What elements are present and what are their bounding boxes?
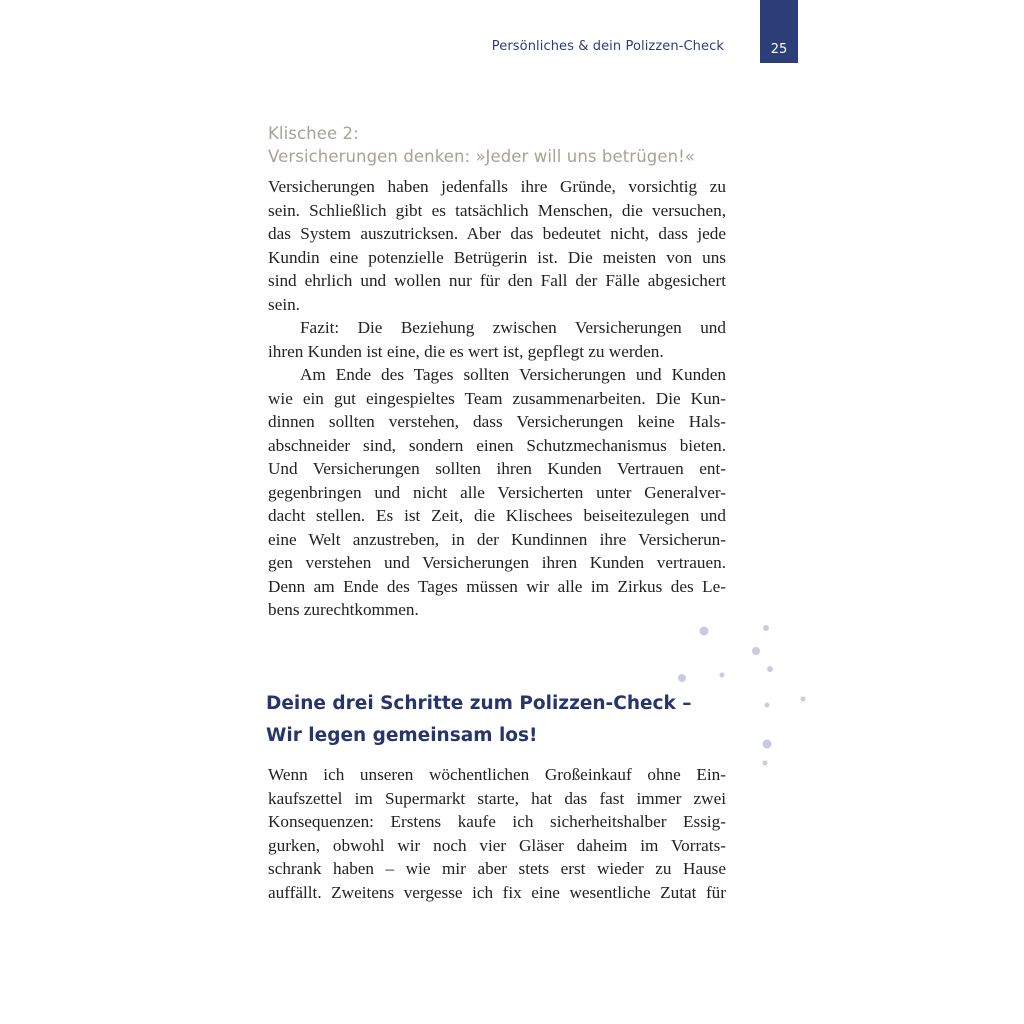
- text-line: Kundin eine potenzielle Betrügerin ist. Die meisten von uns: [268, 247, 726, 267]
- text-line: Fazit: Die Beziehung zwischen Versicherungen und: [300, 318, 726, 337]
- text-line: gegenbringen und nicht alle Versicherten unter Generalver-: [268, 482, 726, 502]
- text-line: dinnen sollten verstehen, dass Versicherungen keine Hals-: [268, 412, 726, 431]
- text-line: Am Ende des Tages sollten Versicherungen und Kunden: [300, 365, 726, 384]
- page-number: 25: [770, 42, 788, 57]
- text-line: bens zurechtkommen.: [268, 600, 419, 619]
- section-heading-line-1: Deine drei Schritte zum Polizzen-Check –: [266, 693, 692, 714]
- subheading-line-2: Versicherungen denken: »Jeder will uns betrügen!«: [268, 147, 696, 166]
- section-heading-line-2: Wir legen gemeinsam los!: [266, 725, 538, 746]
- text-line: auffällt. Zweitens vergesse ich fix eine wesentliche Zutat für: [268, 882, 726, 902]
- text-line: sein.: [268, 294, 300, 314]
- paragraph-3: [268, 363, 726, 622]
- text-line: abschneider sind, sondern einen Schutzmechanismus bieten.: [268, 435, 726, 455]
- text-line: Versicherungen haben jedenfalls ihre Gründe, vorsichtig zu: [268, 177, 726, 196]
- text-line: gurken, obwohl wir noch vier Gläser daheim im Vorrats-: [268, 835, 726, 855]
- paragraph-2: [268, 316, 726, 363]
- subheading: [268, 122, 738, 168]
- section-heading: [266, 688, 736, 752]
- text-line: sein. Schließlich gibt es tatsächlich Menschen, die versuchen,: [268, 200, 726, 220]
- text-line: eine Welt anzustreben, in der Kundinnen ihre Versicherun-: [268, 529, 726, 549]
- page-number-tab: [760, 0, 798, 63]
- text-line: das System auszutricksen. Aber das bedeutet nicht, dass jede: [268, 224, 726, 243]
- text-line: sind ehrlich und wollen nur für den Fall der Fälle abgesichert: [268, 271, 726, 290]
- text-line: schrank haben – wie mir aber stets erst wieder zu Hause: [268, 859, 726, 878]
- subheading-line-1: Klischee 2:: [268, 124, 359, 143]
- text-line: Konsequenzen: Erstens kaufe ich sicherheitshalber Essig-: [268, 812, 726, 831]
- paragraph-4: [268, 763, 726, 904]
- text-line: dacht stellen. Es ist Zeit, die Klischees beiseitezulegen und: [268, 506, 726, 525]
- text-line: Denn am Ende des Tages müssen wir alle im Zirkus des Le-: [268, 576, 726, 596]
- text-line: Und Versicherungen sollten ihren Kunden Vertrauen ent-: [268, 459, 726, 478]
- text-line: kaufszettel im Supermarkt starte, hat das fast immer zwei: [268, 788, 726, 808]
- text-line: Wenn ich unseren wöchentlichen Großeinkauf ohne Ein-: [268, 765, 726, 784]
- paragraph-1: [268, 175, 726, 316]
- text-line: wie ein gut eingespieltes Team zusammenarbeiten. Die Kun-: [268, 388, 726, 408]
- running-header: Persönliches & dein Polizzen-Check: [491, 39, 724, 54]
- text-line: ihren Kunden ist eine, die es wert ist, gepflegt zu werden.: [268, 341, 664, 361]
- text-line: gen verstehen und Versicherungen ihren Kunden vertrauen.: [268, 553, 726, 572]
